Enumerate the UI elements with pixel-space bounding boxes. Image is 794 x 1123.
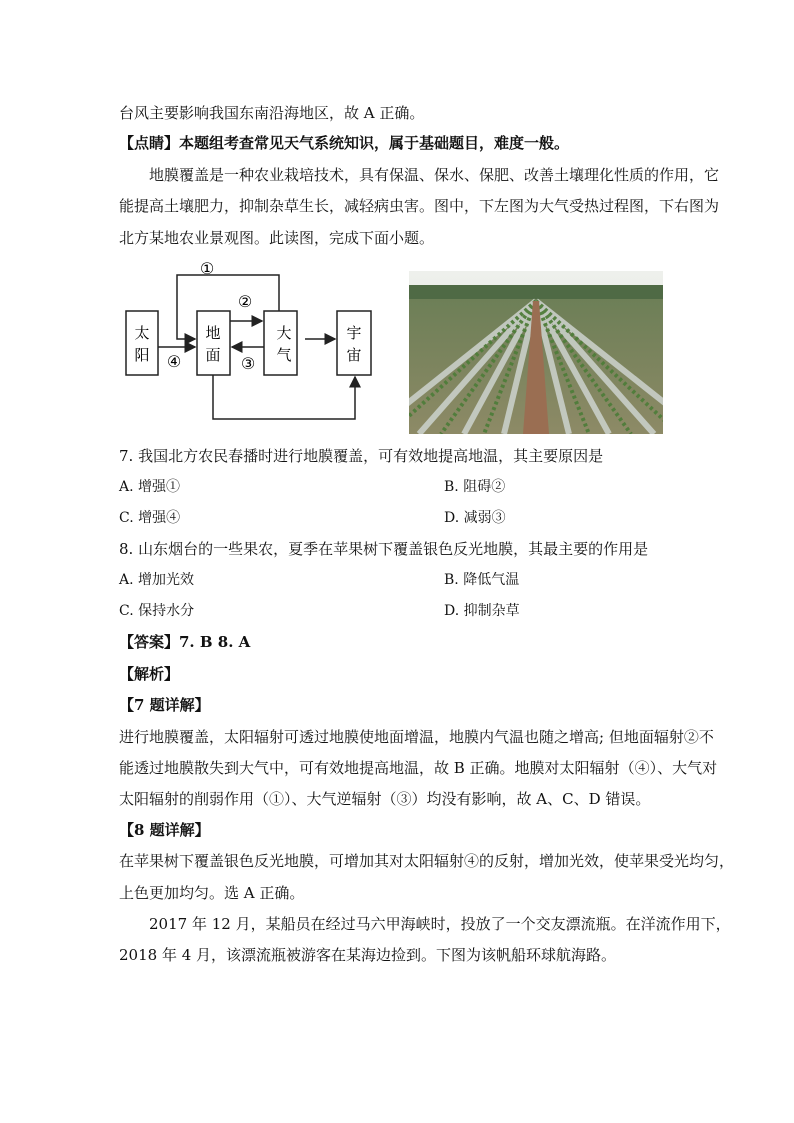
q7-option-b: B. 阻碍② — [444, 479, 506, 495]
q8-option-a: A. 增加光效 — [119, 572, 195, 588]
label-3: ③ — [240, 354, 256, 373]
q8-option-b: B. 降低气温 — [444, 572, 520, 588]
intro-line-3: 北方某地农业景观图。此读图，完成下面小题。 — [119, 229, 435, 247]
space-label-1: 宇 — [346, 324, 362, 342]
detail-7-line-2: 能透过地膜散失到大气中，可有效地提高地温，故 B 正确。地膜对太阳辐射（④）、大气对 — [119, 759, 718, 777]
space-label-2: 宙 — [346, 346, 362, 364]
passage-line-2: 2018 年 4 月，该漂流瓶被游客在某海边捡到。下图为该帆船环球航海路。 — [119, 946, 617, 964]
answer-line: 【答案】7. B 8. A — [119, 633, 251, 651]
atmosphere-label-2: 气 — [276, 346, 292, 364]
analysis-heading: 【解析】 — [119, 665, 180, 683]
detail-7-line-3: 太阳辐射的削弱作用（①）、大气逆辐射（③）均没有影响，故 A、C、D 错误。 — [119, 790, 651, 808]
farmland-photo — [409, 271, 663, 434]
label-4: ④ — [166, 352, 182, 371]
comment-text: 【点睛】本题组考查常见天气系统知识，属于基础题目，难度一般。 — [119, 134, 570, 152]
q7-option-c: C. 增强④ — [119, 510, 181, 526]
intro-line-2: 能提高土壤肥力，抑制杂草生长，减轻病虫害。图中，下左图为大气受热过程图，下右图为 — [119, 197, 720, 215]
question-8: 8. 山东烟台的一些果农，夏季在苹果树下覆盖银色反光地膜，其最主要的作用是 — [119, 540, 649, 558]
ground-label-2: 面 — [205, 346, 221, 364]
ground-box — [197, 311, 230, 375]
text-line: 台风主要影响我国东南沿海地区，故 A 正确。 — [119, 104, 425, 122]
arrow-ground-space — [213, 375, 355, 419]
intro-line-1: 地膜覆盖是一种农业栽培技术，具有保温、保水、保肥、改善土壤理化性质的作用，它 — [149, 166, 720, 184]
comment-line — [119, 133, 569, 153]
atmosphere-heating-diagram — [119, 255, 379, 433]
detail-7-line-1: 进行地膜覆盖，太阳辐射可透过地膜使地面增温，地膜内气温也随之增高; 但地面辐射②不 — [119, 728, 714, 746]
detail-7-heading: 【7 题详解】 — [119, 696, 210, 714]
q8-option-d: D. 抑制杂草 — [444, 603, 520, 619]
detail-8-line-1: 在苹果树下覆盖银色反光地膜，可增加其对太阳辐射④的反射，增加光效，使苹果受光均匀， — [119, 852, 735, 870]
question-7: 7. 我国北方农民春播时进行地膜覆盖，可有效地提高地温，其主要原因是 — [119, 447, 604, 465]
passage-line-1: 2017 年 12 月，某船员在经过马六甲海峡时，投放了一个交友漂流瓶。在洋流作用下， — [149, 915, 731, 933]
space-box — [337, 311, 371, 375]
label-2: ② — [237, 292, 253, 311]
sun-label-2: 阳 — [134, 346, 150, 364]
atmosphere-box — [264, 311, 297, 375]
sun-label-1: 太 — [134, 324, 150, 342]
atmosphere-label-1: 大 — [276, 324, 292, 342]
q7-option-d: D. 减弱③ — [444, 510, 506, 526]
q8-option-c: C. 保持水分 — [119, 603, 195, 619]
q7-option-a: A. 增强① — [119, 479, 181, 495]
sun-box — [126, 311, 158, 375]
ground-label-1: 地 — [205, 324, 221, 342]
detail-8-line-2: 上色更加均匀。选 A 正确。 — [119, 884, 305, 902]
detail-8-heading: 【8 题详解】 — [119, 821, 210, 839]
label-1: ① — [199, 259, 215, 278]
